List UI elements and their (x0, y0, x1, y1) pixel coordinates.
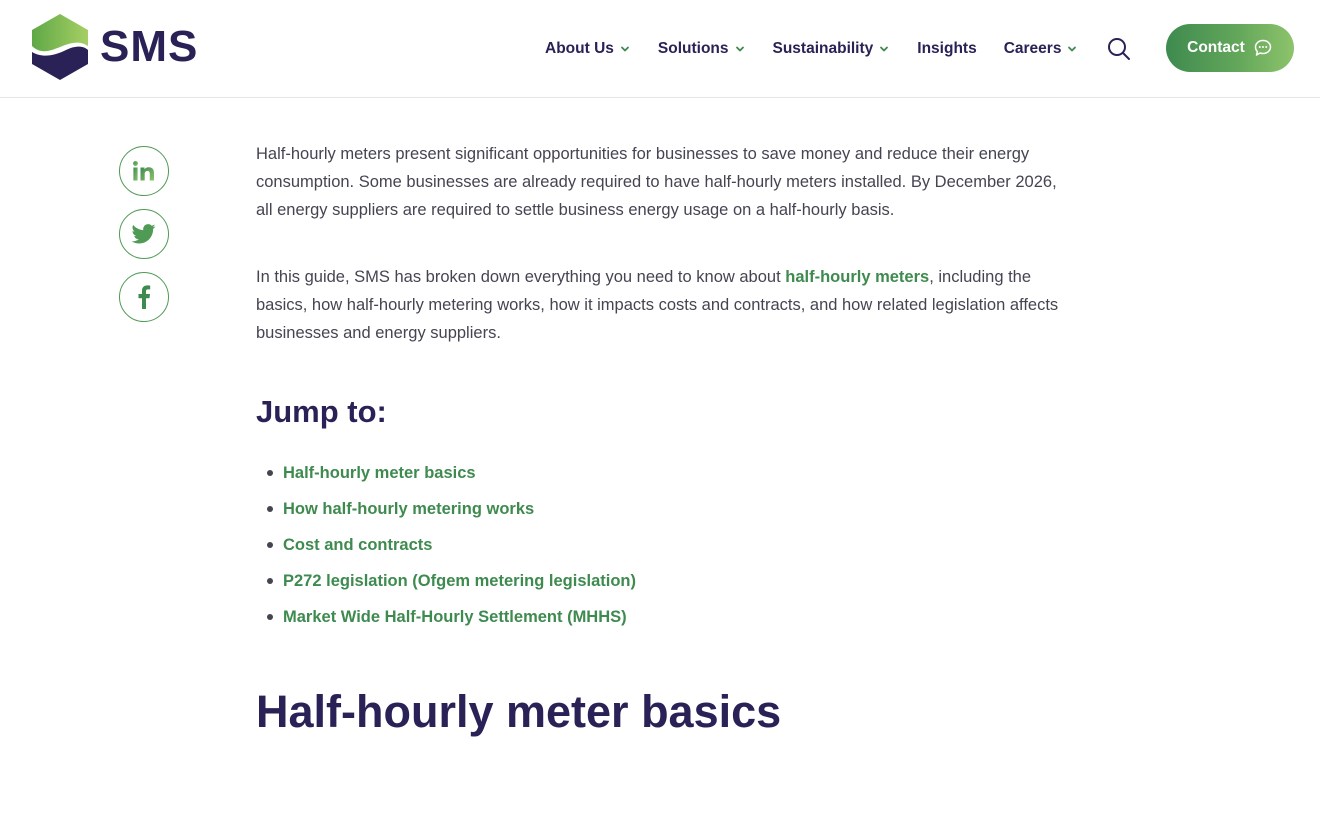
nav-label: Solutions (657, 40, 729, 57)
chevron-down-icon (734, 43, 746, 55)
main-nav (545, 38, 1105, 60)
nav-item-careers[interactable] (1004, 40, 1079, 58)
search-icon[interactable] (1106, 36, 1132, 62)
nav-item-sustainability[interactable] (773, 40, 891, 58)
list-item (256, 571, 1076, 607)
jump-to-list (256, 463, 1076, 643)
jump-to-heading: Jump to: (256, 394, 387, 429)
social-share (119, 146, 171, 335)
nav-label: Sustainability (772, 40, 874, 57)
share-facebook-button[interactable] (119, 272, 169, 322)
facebook-icon (137, 285, 151, 309)
sms-logo-icon (28, 12, 92, 82)
guide-paragraph (256, 263, 1076, 347)
list-item (256, 535, 1076, 571)
sms-logo[interactable] (28, 12, 198, 82)
twitter-icon (132, 224, 156, 244)
jump-link-meter-basics[interactable]: Half-hourly meter basics (283, 464, 476, 482)
chevron-down-icon (619, 43, 631, 55)
share-linkedin-button[interactable] (119, 146, 169, 196)
list-item (256, 607, 1076, 643)
section-heading: Half-hourly meter basics (256, 686, 782, 737)
guide-text-after: , including the basics, how half-hourly metering works, how it impacts costs and contracts, and how related legislation affects businesses and energy suppliers. (256, 268, 1059, 342)
article-body (256, 140, 1076, 739)
guide-text-before: In this guide, SMS has broken down everything you need to know about (256, 268, 786, 286)
nav-item-insights[interactable] (917, 40, 976, 58)
nav-label: About Us (545, 40, 614, 57)
contact-button[interactable] (1166, 24, 1294, 72)
nav-label: Careers (1003, 40, 1062, 57)
nav-label: Insights (917, 40, 977, 57)
half-hourly-meters-link[interactable]: half-hourly meters (785, 268, 930, 286)
list-item (256, 463, 1076, 499)
contact-label: Contact (1187, 39, 1245, 56)
jump-link-cost-contracts[interactable]: Cost and contracts (283, 536, 433, 554)
jump-link-mhhs[interactable]: Market Wide Half-Hourly Settlement (MHHS) (283, 608, 627, 626)
nav-item-solutions[interactable] (658, 40, 746, 58)
sms-logo-text: SMS (100, 22, 199, 71)
nav-item-about-us[interactable] (545, 40, 631, 58)
jump-link-how-metering-works[interactable]: How half-hourly metering works (283, 500, 535, 518)
jump-link-p272-legislation[interactable]: P272 legislation (Ofgem metering legislation) (283, 572, 636, 590)
chat-bubble-icon (1253, 38, 1273, 58)
share-twitter-button[interactable] (119, 209, 169, 259)
list-item (256, 499, 1076, 535)
site-header (0, 0, 1320, 98)
chevron-down-icon (878, 43, 890, 55)
linkedin-icon (132, 160, 156, 182)
intro-paragraph: Half-hourly meters present significant opportunities for businesses to save money and reduce their energy consumption. Some businesses are already required to have half-hourly meters installed. By December 2026, all energy suppliers are required to settle business energy usage on a half-hourly basis. (256, 145, 1057, 219)
chevron-down-icon (1066, 43, 1078, 55)
